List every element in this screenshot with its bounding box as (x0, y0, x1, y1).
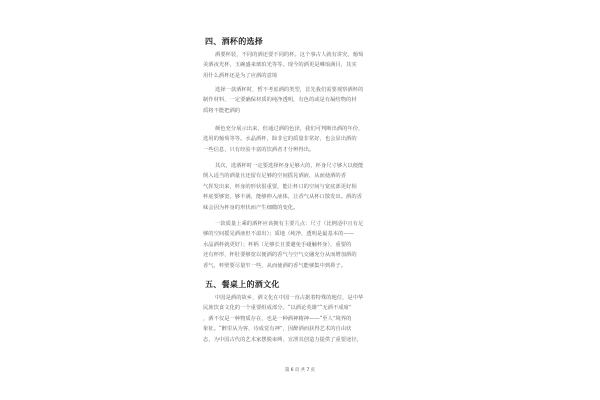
text-line: 选择一款酒杯时，暂不考虑酒的类型，首先我们需要观察酒杯的 (215, 87, 364, 93)
text-line: 制作材料，一定要确保材质的纯净透明，有色的或是有凝结物的材 (203, 97, 357, 104)
text-line: ，酒不仅是一种物质存在，也是一种酒神精神——“至人”境界的 (203, 315, 352, 322)
text-line: 颜色充分展示出来，但通过酒的色泽，我们可判断出酒的年份、 (215, 126, 364, 132)
text-line: 民族饮食文化的一个重要组成部分。“以酒论英雄”“无酒不成席” (203, 305, 352, 312)
text-line: 其次，选酒杯时一定要选择杯身足够大的，杯身尺寸够大以便能 (215, 163, 364, 169)
text-line: 一些信息，只有经验丰富的饮酒者才分辨得出。 (203, 146, 315, 153)
section-heading-wine-glass: 四、酒杯的选择 (205, 36, 264, 46)
paragraph-material (203, 85, 419, 116)
text-line: 酒要杯装，不同的酒还要不同的杯。这个事古人就有讲究，葡萄 (215, 52, 364, 58)
text-line: 选用的葡萄等等。水晶酒杯，除非它的质量非常好，也会显出酒的 (203, 136, 357, 143)
text-line: 够的空间摇晃酒液但不溢出）；质地（纯净，透明是最基本的—— (203, 231, 354, 238)
text-line: 杯底要够宽，够丰满，能够伸入液体，让香气从杯口散发出。酒的香 (203, 194, 362, 201)
text-line: 香气，杯壁要尽量窄一些，从而使酒的香气能够集中到鼻子。 (203, 262, 347, 269)
text-line: 质将不能把酒的 (203, 107, 241, 114)
text-line: 一款质量上乘的酒杯应该拥有主要几点：尺寸（比例适中且有足 (215, 221, 364, 227)
text-line: 倒入适当的酒量且还留有足够的空间摇晃酒液，从而使酒的香 (203, 173, 347, 180)
text-line: 味会因为杯身的形状而产生细微的变化。 (203, 204, 299, 211)
paragraph-intro (203, 50, 419, 81)
section-heading-table-culture: 五、餐桌上的酒文化 (205, 279, 280, 289)
text-line: 中国是酒的故乡，酒文化在中国一直占据着特殊的地位，是中华 (215, 295, 364, 301)
paragraph-culture (203, 293, 419, 345)
text-line: 象征。“醉里从为客，诗成觉有神”，因醉酒而获得艺术的自由状 (203, 326, 352, 333)
text-line: 用什么酒杯还是为了应酒的意境 (203, 72, 278, 79)
page-footer: 第 6 页 共 7 页 (284, 368, 316, 373)
text-line: 气挥发出来，杯身的形状很重要，能让杯口的空间与宽底部更好相 (203, 183, 357, 190)
text-line: 美酒夜光杯，玉碗盛来琥珀光等等。现今的酒更是琳琅满目，其实 (203, 62, 357, 69)
text-line: 水晶酒杯就更好）；杯柄（足够长且要避免手碰触杯身），重要的 (203, 241, 352, 248)
paragraph-quality (203, 219, 419, 271)
paragraph-color (203, 124, 419, 155)
text-line: 还有杯形，杯肚要够宽以便酒的香气与空气交融充分从而增加酒的 (203, 252, 357, 259)
text-line: 态，为中国古代的艺术家摆脱束缚，宣泄其创造力提供了重要途径， (203, 336, 362, 343)
paragraph-size (203, 161, 419, 213)
